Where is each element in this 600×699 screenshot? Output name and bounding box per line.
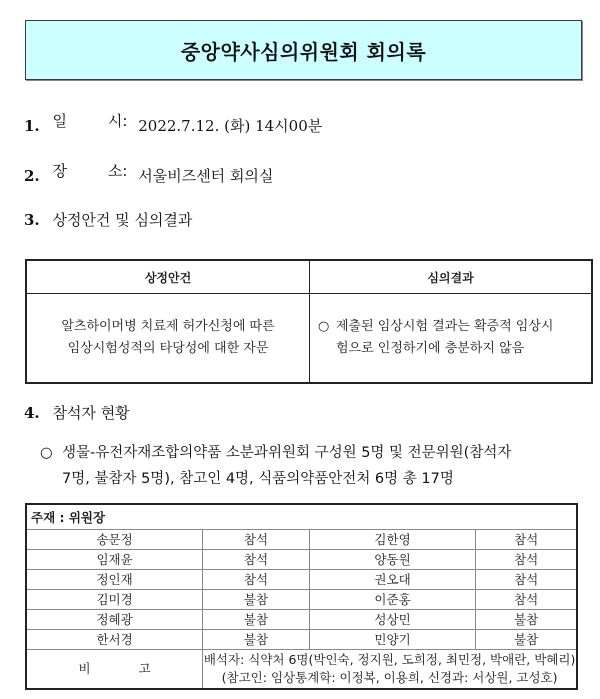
- table-row: [26, 294, 592, 384]
- notes-row: [26, 650, 577, 690]
- meeting-place-line: [24, 160, 273, 186]
- section-heading-attendance: [24, 402, 130, 423]
- item-number: 1.: [24, 117, 40, 135]
- table-row: [26, 610, 577, 630]
- place-label: 장 소:: [52, 162, 128, 180]
- meeting-place-value: 서울비즈센터 회의실: [138, 167, 274, 185]
- attendance-summary: ○ 생물-유전자재조합의약품 소분과위원회 구성원 5명 및 전문위원(참석자 7명, 불참자 5명), 참고인 4명, 식품의약품안전처 6명 총 17명: [40, 440, 580, 492]
- document-title: 중앙약사심의위원회 회의록: [180, 39, 427, 64]
- member-name: 송문정: [26, 530, 203, 550]
- item-number: 2.: [24, 167, 40, 185]
- attendance-status: 불참: [203, 610, 310, 630]
- attendance-status: 참석: [476, 590, 577, 610]
- member-name: 민양기: [309, 630, 476, 650]
- member-name: 정혜광: [26, 610, 203, 630]
- attendance-status: 불참: [476, 630, 577, 650]
- agenda-cell: 알츠하이머병 치료제 허가신청에 따른 임상시험성적의 타당성에 대한 자문: [26, 294, 310, 384]
- attendance-status: 참석: [476, 530, 577, 550]
- bullet-circle-icon: ○: [318, 319, 330, 334]
- table-row: [26, 570, 577, 590]
- table-header-row: [26, 260, 592, 294]
- meeting-date-line: [24, 110, 322, 136]
- section-heading-agenda: [24, 209, 192, 230]
- attendance-status: 참석: [476, 570, 577, 590]
- table-row: [26, 550, 577, 570]
- date-label: 일 시:: [52, 112, 128, 130]
- table-row: [26, 530, 577, 550]
- section-title: 상정안건 및 심의결과: [52, 211, 193, 229]
- column-header-agenda: 상정안건: [26, 260, 310, 294]
- notes-content: 배석자: 식약처 6명(박인숙, 정지원, 도희정, 최민정, 박애란, 박혜리) (참고인: 임상통계학: 이정복, 이용희, 신경과: 서상원, 고성호): [203, 650, 577, 690]
- attendance-status: 불참: [203, 590, 310, 610]
- bullet-circle-icon: ○: [40, 445, 53, 461]
- member-name: 김한영: [309, 530, 476, 550]
- chair-label: 주재 : 위원장: [26, 504, 577, 530]
- meeting-date-value: 2022.7.12. (화) 14시00분: [138, 117, 323, 135]
- member-name: 한서경: [26, 630, 203, 650]
- attendance-status: 불참: [476, 610, 577, 630]
- attendance-table: [25, 503, 578, 690]
- table-row: [26, 630, 577, 650]
- table-row: [26, 590, 577, 610]
- member-name: 권오대: [309, 570, 476, 590]
- member-name: 정인재: [26, 570, 203, 590]
- agenda-results-table: [25, 259, 593, 384]
- member-name: 양동원: [309, 550, 476, 570]
- attendance-status: 참석: [203, 550, 310, 570]
- document-title-box: [25, 20, 582, 80]
- attendance-status: 참석: [203, 530, 310, 550]
- notes-label: 비 고: [26, 650, 203, 690]
- item-number: 4.: [24, 404, 40, 422]
- section-title: 참석자 현황: [52, 404, 130, 422]
- result-cell: ○ 제출된 임상시험 결과는 확증적 임상시 험으로 인정하기에 충분하지 않음: [310, 294, 593, 384]
- member-name: 임재윤: [26, 550, 203, 570]
- attendance-status: 참석: [476, 550, 577, 570]
- column-header-result: 심의결과: [310, 260, 593, 294]
- item-number: 3.: [24, 211, 40, 229]
- member-name: 김미경: [26, 590, 203, 610]
- member-name: 이준홍: [309, 590, 476, 610]
- attendance-status: 불참: [203, 630, 310, 650]
- table-header-row: [26, 504, 577, 530]
- attendance-status: 참석: [203, 570, 310, 590]
- member-name: 성상민: [309, 610, 476, 630]
